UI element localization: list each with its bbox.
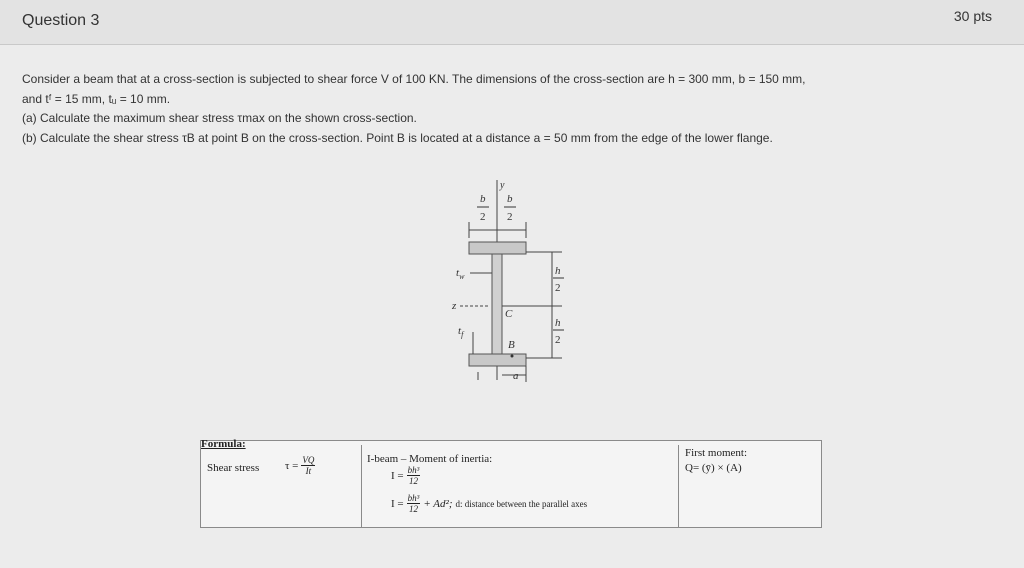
i2-denominator: 12 (408, 504, 418, 514)
parallel-axis-term: + Ad²; (423, 497, 453, 510)
point-b-label: B (508, 339, 515, 351)
shear-stress-equation (285, 455, 315, 476)
a-label: a (513, 370, 519, 382)
question-line-1: Consider a beam that at a cross-section is subjected to shear force V of 100 KN. The dimensions of the cross-section are h = 300 mm, b = 150 mm, (22, 72, 806, 86)
shear-denominator: It (305, 466, 312, 476)
formula-divider-1 (361, 445, 362, 527)
moment-inertia-eq-1 (391, 465, 420, 486)
shear-numerator: VQ (302, 455, 315, 465)
top-right-2-label: 2 (507, 211, 513, 223)
i-lhs-1: I = (391, 469, 404, 482)
question-part-a: (a) Calculate the maximum shear stress τmax on the shown cross-section. (22, 111, 417, 125)
question-points: 30 pts (953, 8, 992, 24)
centroid-label: C (505, 308, 513, 320)
question-title: Question 3 (22, 12, 100, 29)
i-beam-diagram (440, 180, 600, 385)
question-part-b: (b) Calculate the shear stress τB at point B on the cross-section. Point B is located at a distance a = 50 mm from the edge of the lower flange. (22, 130, 773, 145)
ibeam-title: I-beam – Moment of inertia: (367, 453, 493, 465)
first-moment-title: First moment: (685, 447, 748, 459)
upper-h-label: h (555, 265, 561, 277)
moment-inertia-eq-2 (391, 493, 587, 514)
z-axis-label: z (452, 300, 457, 312)
formula-title: Formula: (201, 438, 246, 450)
point-b-marker (511, 355, 514, 358)
formula-divider-2 (678, 445, 679, 527)
top-left-b-label: b (480, 193, 486, 205)
bottom-flange (469, 354, 526, 366)
top-right-b-label: b (507, 193, 513, 205)
shear-stress-label: Shear stress (207, 462, 260, 474)
lower-h-label: h (555, 317, 561, 329)
question-header (0, 0, 1024, 45)
question-line-2: and tᶠ = 15 mm, tᵤ = 10 mm. (22, 91, 171, 106)
tf-label: $t_f$ (458, 325, 464, 339)
formula-box (200, 440, 822, 528)
question-body (22, 70, 1012, 148)
i2-numerator: bh³ (407, 493, 420, 503)
i-lhs-2: I = (391, 497, 404, 510)
shear-fraction (301, 455, 315, 476)
tw-label: $t_w$ (456, 267, 465, 281)
i2-fraction (407, 493, 421, 514)
i1-fraction (407, 465, 421, 486)
y-axis-label: y (500, 180, 505, 191)
top-flange (469, 242, 526, 254)
tau-symbol: τ = (285, 459, 299, 472)
parallel-axis-description: d: distance between the parallel axes (455, 498, 588, 509)
i1-denominator: 12 (408, 476, 418, 486)
first-moment-equation: Q= (ȳ) × (A) (685, 462, 742, 474)
i-beam-figure (440, 180, 600, 385)
lower-2-label: 2 (555, 334, 561, 346)
upper-2-label: 2 (555, 282, 561, 294)
web (492, 254, 502, 354)
i1-numerator: bh³ (407, 465, 420, 475)
top-left-2-label: 2 (480, 211, 486, 223)
